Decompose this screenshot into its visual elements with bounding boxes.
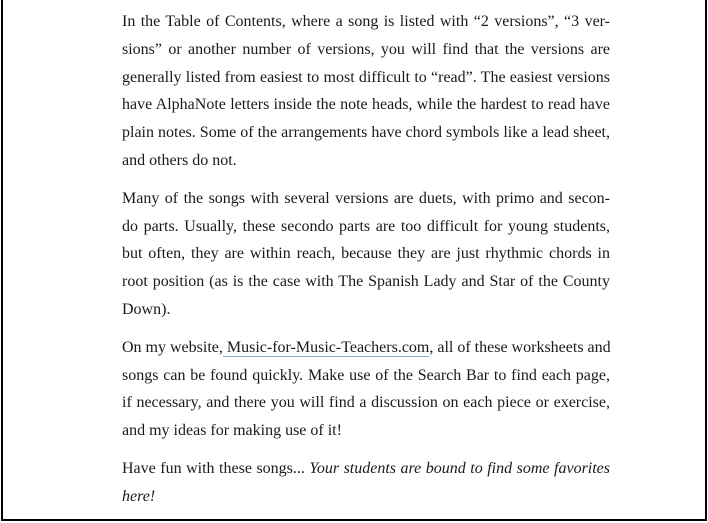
page-frame	[1, 0, 707, 521]
website-link[interactable]: Music-for-Music-Teachers.com	[222, 338, 430, 356]
text-line: Many of the songs with several versions are duets, with primo and secon-	[122, 189, 610, 207]
italic-text: Your students are bound to find some favorites	[309, 459, 611, 477]
text-line: have AlphaNote letters inside the note heads, while the hardest to read have	[122, 96, 610, 114]
text-line: In the Table of Contents, where a song is listed with “2 versions”, “3 ver-	[122, 13, 610, 30]
text-line	[122, 483, 610, 511]
text-line: but often, they are within reach, because they are just rhythmic chords in	[122, 245, 610, 263]
italic-text: here!	[122, 487, 156, 505]
text-line: sions” or another number of versions, you will find that the versions are	[122, 40, 610, 58]
text-line: and my ideas for making use of it!	[122, 422, 342, 440]
paragraph-duets	[122, 185, 610, 324]
text-line: Down).	[122, 300, 171, 318]
text-line: plain notes. Some of the arrangements have chord symbols like a lead sheet,	[122, 124, 610, 142]
text-line: generally listed from easiest to most difficult to “read”. The easiest versions	[122, 68, 610, 86]
document-body	[122, 8, 610, 521]
paragraph-versions	[122, 8, 610, 175]
text-line: if necessary, and there you will find a discussion on each piece or exercise,	[122, 394, 610, 412]
text-line: and others do not.	[122, 151, 237, 169]
paragraph-website	[122, 334, 610, 445]
text-line: do parts. Usually, these secondo parts are too difficult for young students,	[122, 217, 610, 235]
text-segment: , all of these worksheets and	[429, 338, 611, 356]
text-line: songs can be found quickly. Make use of the Search Bar to find each page,	[122, 366, 610, 384]
text-line	[122, 455, 610, 483]
text-line	[122, 334, 610, 362]
text-segment: On my website,	[122, 338, 223, 356]
paragraph-closing	[122, 455, 610, 511]
text-line: root position (as is the case with The Spanish Lady and Star of the County	[122, 273, 610, 291]
text-segment: Have fun with these songs...	[122, 459, 310, 477]
